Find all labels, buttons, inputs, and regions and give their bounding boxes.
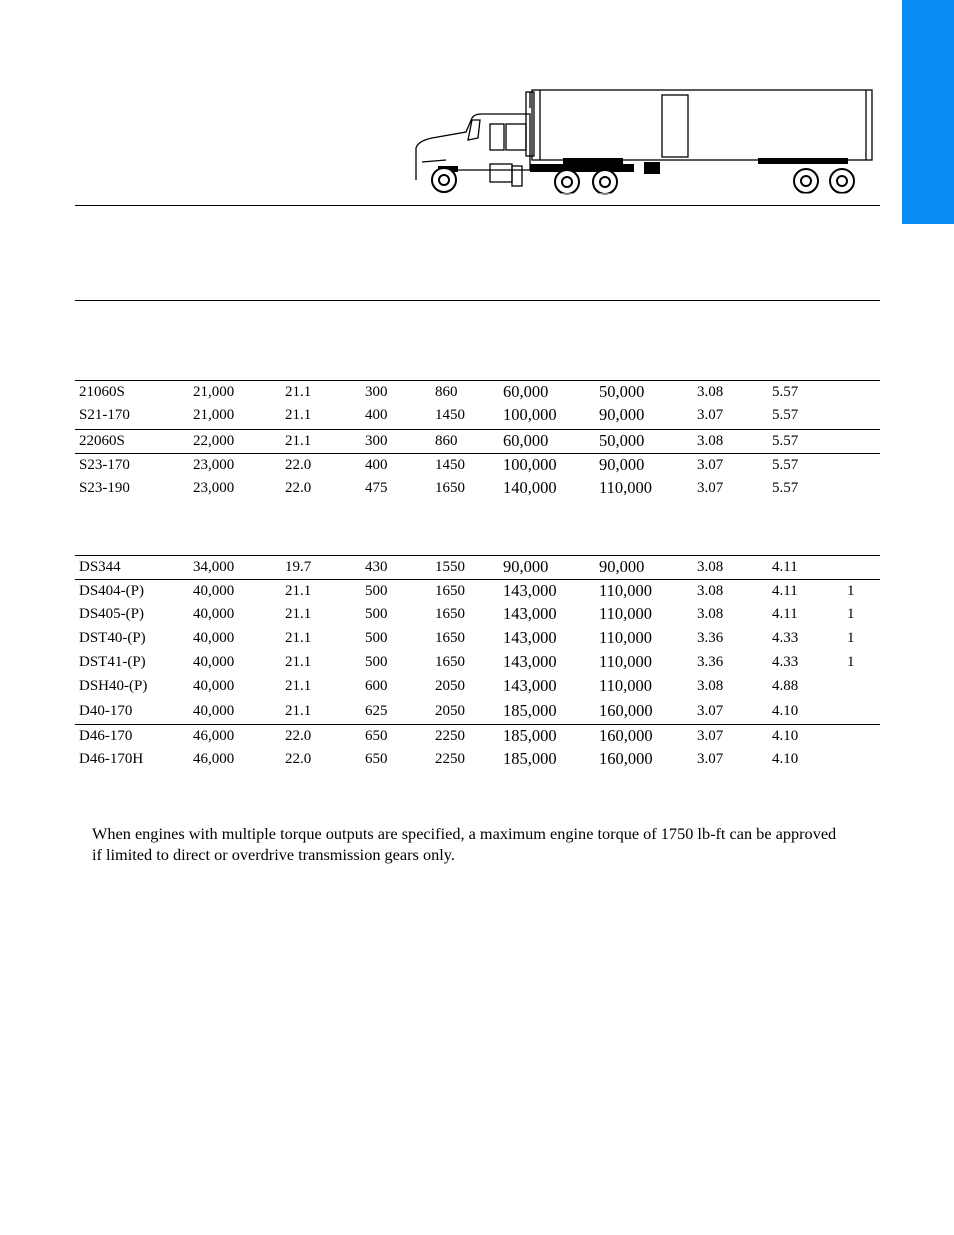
table-cell: 100,000 — [503, 455, 557, 474]
table-cell: 185,000 — [503, 701, 557, 720]
table-cell: 1450 — [435, 457, 465, 473]
header-rule-top — [75, 205, 880, 206]
table-cell: 1550 — [435, 559, 465, 575]
table-cell: 5.57 — [772, 407, 799, 423]
table-cell: 3.07 — [697, 751, 724, 767]
table-row — [75, 603, 880, 627]
table-cell: 2250 — [435, 751, 465, 767]
table-cell: 21.1 — [285, 407, 312, 423]
table-cell: S21-170 — [79, 407, 130, 423]
table-cell: 110,000 — [599, 652, 653, 671]
table-cell: 4.10 — [772, 751, 799, 767]
table-cell: 50,000 — [599, 431, 645, 450]
table-cell: 3.36 — [697, 630, 724, 646]
table-cell: 21060S — [79, 384, 125, 400]
table-cell: 110,000 — [599, 604, 653, 623]
table-cell: 500 — [365, 654, 388, 670]
table-row — [75, 675, 880, 699]
table-row — [75, 627, 880, 651]
table-cell: D46-170 — [79, 728, 133, 744]
table-cell: 143,000 — [503, 652, 557, 671]
table-row — [75, 380, 880, 405]
table-cell: 22.0 — [285, 457, 312, 473]
table-cell: 3.07 — [697, 480, 724, 496]
table-cell: 3.07 — [697, 457, 724, 473]
table-cell: 160,000 — [599, 701, 653, 720]
table-row — [75, 429, 880, 454]
table-cell: 500 — [365, 606, 388, 622]
table-cell: 22.0 — [285, 728, 312, 744]
table-cell: 300 — [365, 384, 388, 400]
table-cell: 21.1 — [285, 678, 312, 694]
table-cell: 23,000 — [193, 480, 235, 496]
table-cell: 4.33 — [772, 654, 799, 670]
table-cell: DST40-(P) — [79, 630, 146, 646]
table-cell: 60,000 — [503, 431, 549, 450]
tractor-trailer-icon — [408, 86, 876, 198]
table-cell: 1650 — [435, 654, 465, 670]
table-cell: 21.1 — [285, 583, 312, 599]
table-cell: 110,000 — [599, 676, 653, 695]
table-row — [75, 453, 880, 478]
table-cell: 185,000 — [503, 749, 557, 768]
table-cell: 500 — [365, 630, 388, 646]
table-cell: 860 — [435, 384, 458, 400]
table-cell: 23,000 — [193, 457, 235, 473]
table-cell: 625 — [365, 703, 388, 719]
table-cell: 4.10 — [772, 728, 799, 744]
table-cell: DST41-(P) — [79, 654, 146, 670]
table-cell: 21.1 — [285, 433, 312, 449]
table-cell: 60,000 — [503, 382, 549, 401]
table-cell: 21,000 — [193, 407, 235, 423]
table-cell: 185,000 — [503, 726, 557, 745]
table-cell: 430 — [365, 559, 388, 575]
table-cell: 40,000 — [193, 678, 235, 694]
table-row — [75, 724, 880, 749]
table-cell: 46,000 — [193, 728, 235, 744]
table-cell: 21.1 — [285, 654, 312, 670]
table-row — [75, 477, 880, 501]
table-cell: 4.33 — [772, 630, 799, 646]
table-cell: 3.08 — [697, 384, 724, 400]
table-cell: 40,000 — [193, 654, 235, 670]
table-cell: 160,000 — [599, 749, 653, 768]
torque-note-line-1: When engines with multiple torque outputs are specified, a maximum engine torque of 1750 lb-ft can be approved — [92, 824, 837, 843]
table-cell: 860 — [435, 433, 458, 449]
table-cell: 650 — [365, 728, 388, 744]
table-cell: 40,000 — [193, 583, 235, 599]
table-cell: 40,000 — [193, 606, 235, 622]
table-cell: 1 — [847, 583, 855, 599]
table-cell: 400 — [365, 407, 388, 423]
table-cell: 5.57 — [772, 433, 799, 449]
table-cell: 300 — [365, 433, 388, 449]
table-row — [75, 555, 880, 580]
table-cell: 34,000 — [193, 559, 235, 575]
table-cell: 3.08 — [697, 606, 724, 622]
table-cell: 90,000 — [599, 405, 645, 424]
table-cell: 650 — [365, 751, 388, 767]
table-cell: 19.7 — [285, 559, 312, 575]
table-cell: 22,000 — [193, 433, 235, 449]
table-cell: 110,000 — [599, 581, 653, 600]
torque-note-line-2: if limited to direct or overdrive transmission gears only. — [92, 845, 455, 864]
table-cell: 110,000 — [599, 478, 653, 497]
table-cell: 4.10 — [772, 703, 799, 719]
table-cell: 50,000 — [599, 382, 645, 401]
table-cell: 3.08 — [697, 678, 724, 694]
torque-note — [92, 823, 882, 865]
table-cell: 4.11 — [772, 559, 798, 575]
table-cell: 110,000 — [599, 628, 653, 647]
table-cell: 3.07 — [697, 728, 724, 744]
table-cell: 46,000 — [193, 751, 235, 767]
table-row — [75, 748, 880, 772]
table-cell: 4.11 — [772, 606, 798, 622]
table-row — [75, 651, 880, 675]
table-cell: 143,000 — [503, 628, 557, 647]
header-rule-bottom — [75, 300, 880, 301]
table-cell: 475 — [365, 480, 388, 496]
table-cell: 22.0 — [285, 751, 312, 767]
table-cell: 3.08 — [697, 433, 724, 449]
table-cell: 1450 — [435, 407, 465, 423]
table-cell: 3.08 — [697, 559, 724, 575]
table-cell: 400 — [365, 457, 388, 473]
table-cell: 500 — [365, 583, 388, 599]
table-cell: 5.57 — [772, 384, 799, 400]
table-cell: 90,000 — [599, 557, 645, 576]
table-cell: 160,000 — [599, 726, 653, 745]
table-cell: DS344 — [79, 559, 121, 575]
table-cell: 1 — [847, 630, 855, 646]
table-cell: 100,000 — [503, 405, 557, 424]
table-cell: 143,000 — [503, 676, 557, 695]
table-cell: 1650 — [435, 606, 465, 622]
table-row — [75, 404, 880, 428]
table-cell: DS405-(P) — [79, 606, 145, 622]
table-cell: 1 — [847, 606, 855, 622]
table-cell: 22.0 — [285, 480, 312, 496]
table-cell: 143,000 — [503, 604, 557, 623]
table-cell: 2250 — [435, 728, 465, 744]
table-cell: D40-170 — [79, 703, 133, 719]
table-cell: 1 — [847, 654, 855, 670]
table-cell: 2050 — [435, 703, 465, 719]
table-cell: 22060S — [79, 433, 125, 449]
table-cell: 600 — [365, 678, 388, 694]
table-cell: 5.57 — [772, 457, 799, 473]
table-cell: 21,000 — [193, 384, 235, 400]
table-cell: DS404-(P) — [79, 583, 145, 599]
table-cell: 90,000 — [503, 557, 549, 576]
table-cell: 1650 — [435, 630, 465, 646]
table-cell: S23-190 — [79, 480, 130, 496]
table-cell: 3.36 — [697, 654, 724, 670]
table-cell: 4.11 — [772, 583, 798, 599]
table-cell: D46-170H — [79, 751, 144, 767]
table-cell: S23-170 — [79, 457, 130, 473]
table-cell: 140,000 — [503, 478, 557, 497]
table-cell: 3.08 — [697, 583, 724, 599]
section-tab — [902, 0, 954, 224]
table-cell: DSH40-(P) — [79, 678, 148, 694]
table-cell: 4.88 — [772, 678, 799, 694]
table-cell: 21.1 — [285, 630, 312, 646]
table-cell: 21.1 — [285, 606, 312, 622]
table-row — [75, 700, 880, 724]
table-cell: 1650 — [435, 583, 465, 599]
table-cell: 1650 — [435, 480, 465, 496]
table-cell: 143,000 — [503, 581, 557, 600]
table-cell: 3.07 — [697, 703, 724, 719]
table-cell: 40,000 — [193, 703, 235, 719]
table-cell: 21.1 — [285, 703, 312, 719]
table-cell: 90,000 — [599, 455, 645, 474]
table-cell: 3.07 — [697, 407, 724, 423]
table-cell: 40,000 — [193, 630, 235, 646]
table-cell: 2050 — [435, 678, 465, 694]
table-cell: 5.57 — [772, 480, 799, 496]
table-cell: 21.1 — [285, 384, 312, 400]
table-row — [75, 579, 880, 604]
